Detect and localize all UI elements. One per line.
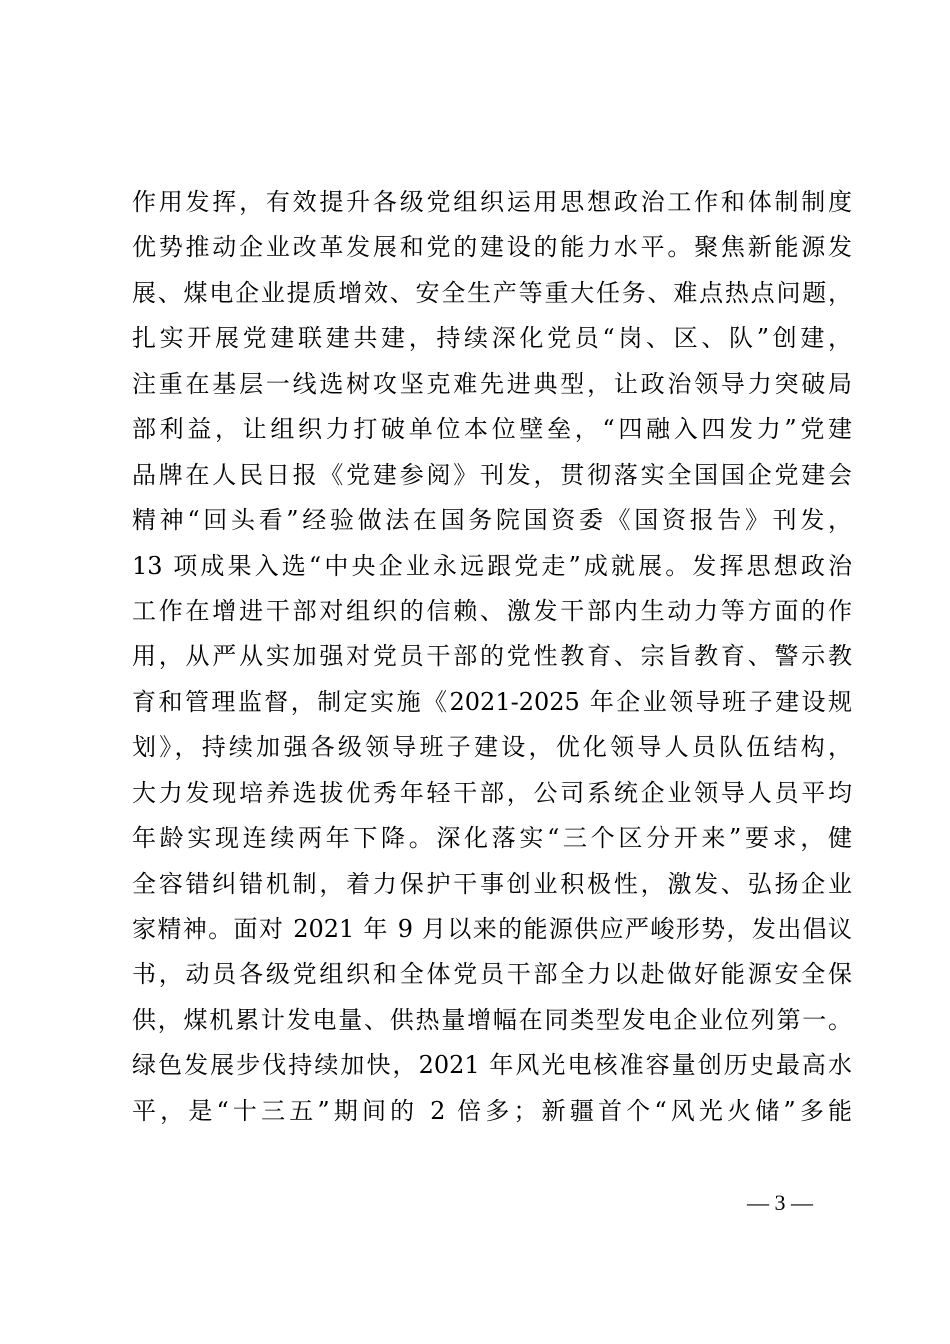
text-line-12: 育和管理监督，制定实施《2021-2025 年企业领导班子建设规 xyxy=(132,687,852,716)
text-line-4: 扎实开展党建联建共建，持续深化党员“岗、区、队”创建， xyxy=(132,324,852,353)
text-line-1: 作用发挥，有效提升各级党组织运用思想政治工作和体制制度 xyxy=(132,188,852,216)
text-line-2: 优势推动企业改革发展和党的建设的能力水平。聚焦新能源发 xyxy=(132,233,852,262)
text-line-16: 全容错纠错机制，着力保护干事创业积极性，激发、弘扬企业 xyxy=(132,869,852,898)
text-line-10: 工作在增进干部对组织的信赖、激发干部内生动力等方面的作 xyxy=(132,596,852,625)
text-line-5: 注重在基层一线选树攻坚克难先进典型，让政治领导力突破局 xyxy=(132,369,852,398)
text-line-15: 年龄实现连续两年下降。深化落实“三个区分开来”要求，健 xyxy=(132,824,852,853)
text-line-3: 展、煤电企业提质增效、安全生产等重大任务、难点热点问题， xyxy=(132,278,852,307)
text-line-14: 大力发现培养选拔优秀年轻干部，公司系统企业领导人员平均 xyxy=(132,778,852,807)
text-line-11: 用，从严从实加强对党员干部的党性教育、宗旨教育、警示教 xyxy=(132,642,852,671)
text-line-19: 供，煤机累计发电量、供热量增幅在同类型发电企业位列第一。 xyxy=(132,1005,852,1034)
text-line-9: 13 项成果入选“中央企业永远跟党走”成就展。发挥思想政治 xyxy=(132,551,852,580)
body-text xyxy=(132,180,852,1134)
text-line-8: 精神“回头看”经验做法在国务院国资委《国资报告》刊发， xyxy=(132,506,852,535)
text-line-18: 书，动员各级党组织和全体党员干部全力以赴做好能源安全保 xyxy=(132,960,852,989)
text-line-6: 部利益，让组织力打破单位本位壁垒，“四融入四发力”党建 xyxy=(132,415,852,444)
text-line-21: 平，是“十三五”期间的 2 倍多；新疆首个“风光火储”多能 xyxy=(132,1096,852,1125)
text-line-7: 品牌在人民日报《党建参阅》刊发，贯彻落实全国国企党建会 xyxy=(132,460,852,489)
text-line-17: 家精神。面对 2021 年 9 月以来的能源供应严峻形势，发出倡议 xyxy=(132,915,852,943)
text-line-20: 绿色发展步伐持续加快，2021 年风光电核准容量创历史最高水 xyxy=(132,1051,852,1080)
page-number: — 3 — xyxy=(747,1190,813,1215)
text-line-13: 划》，持续加强各级领导班子建设，优化领导人员队伍结构， xyxy=(132,733,852,762)
